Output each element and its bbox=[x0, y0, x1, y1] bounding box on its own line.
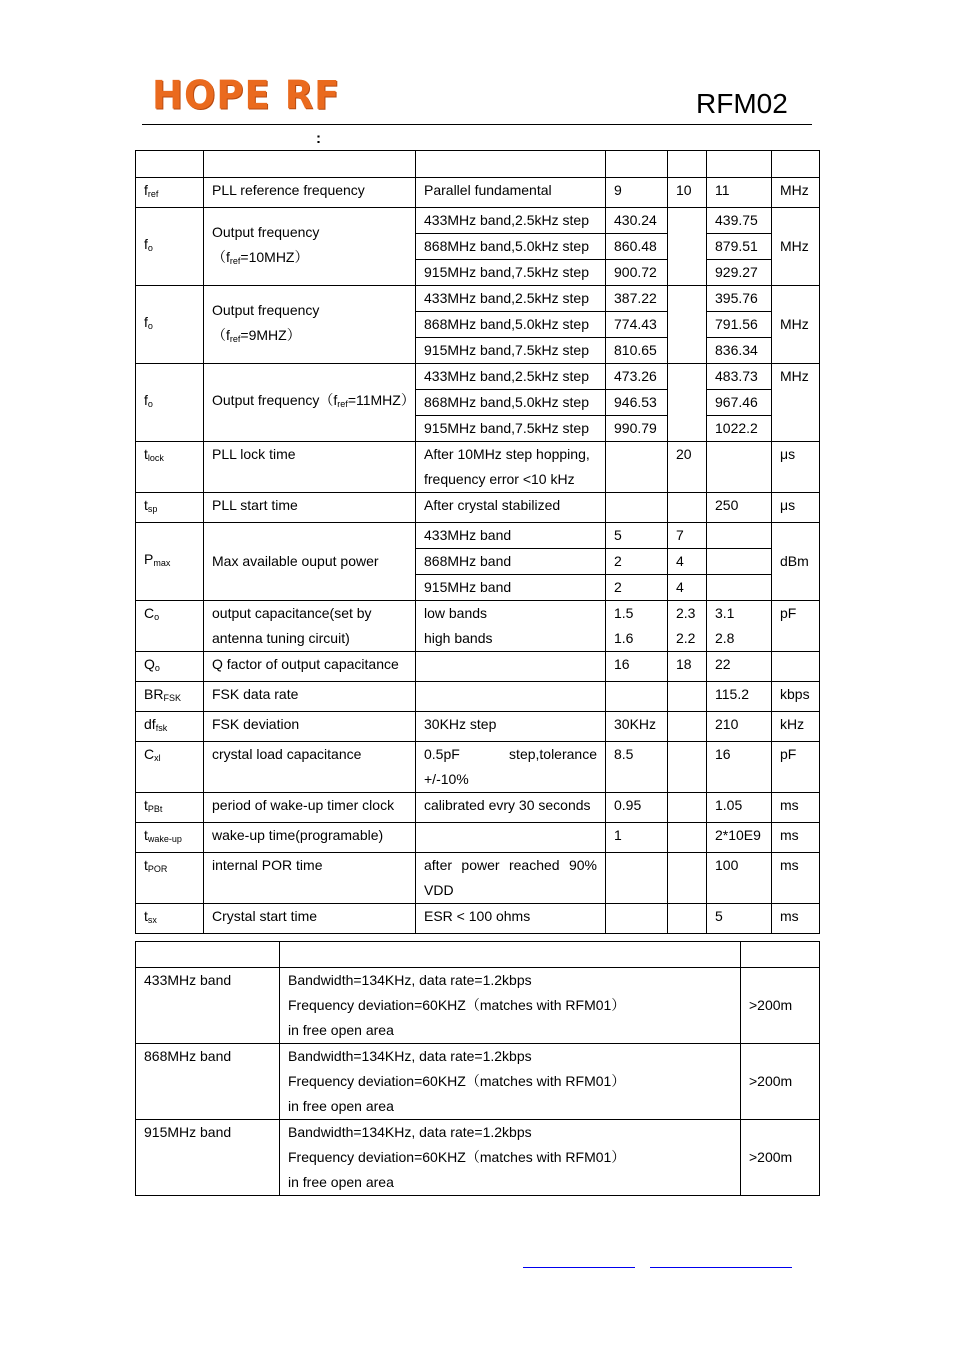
condition-line: Bandwidth=134KHz, data rate=1.2kbps bbox=[288, 1124, 532, 1140]
parameter-cell: Max available ouput power bbox=[204, 523, 416, 601]
table-row bbox=[136, 652, 820, 682]
unit-cell: MHz bbox=[772, 208, 820, 286]
header-cell bbox=[204, 151, 416, 178]
min-cell bbox=[606, 682, 668, 712]
transmission-range-table bbox=[135, 941, 820, 1196]
unit-cell: MHz bbox=[772, 286, 820, 364]
symbol: f bbox=[144, 314, 148, 330]
symbol-cell bbox=[136, 208, 204, 286]
min-cell bbox=[606, 601, 668, 652]
condition-cell bbox=[416, 601, 606, 652]
symbol-subscript: o bbox=[154, 663, 160, 673]
table-row bbox=[136, 968, 820, 1044]
condition-line: in free open area bbox=[288, 1174, 394, 1190]
condition-line: high bands bbox=[424, 630, 493, 646]
condition-cell: 433MHz band bbox=[416, 523, 606, 549]
param-subscript: ref bbox=[229, 255, 241, 266]
header-cell bbox=[741, 942, 820, 968]
table-row bbox=[136, 682, 820, 712]
symbol: P bbox=[144, 551, 154, 567]
condition-line: +/-10% bbox=[424, 771, 469, 787]
parameter-cell bbox=[204, 601, 416, 652]
max-cell: 483.73 bbox=[707, 364, 772, 390]
symbol-cell bbox=[136, 286, 204, 364]
param-text: （f bbox=[212, 248, 230, 265]
header-cell bbox=[136, 942, 280, 968]
max-cell: 2*10E9 bbox=[707, 823, 772, 853]
condition-line: Frequency deviation=60KHZ（matches with RFM01） bbox=[288, 1149, 626, 1165]
symbol-cell bbox=[136, 364, 204, 442]
condition-cell bbox=[416, 853, 606, 904]
table-row bbox=[136, 742, 820, 793]
typ-cell bbox=[668, 904, 707, 934]
max-cell: 836.34 bbox=[707, 338, 772, 364]
typ-cell bbox=[668, 601, 707, 652]
unit-cell: μs bbox=[772, 442, 820, 493]
section-heading-colon: : bbox=[316, 130, 321, 147]
typ-cell: 4 bbox=[668, 575, 707, 601]
unit-cell: MHz bbox=[772, 178, 820, 208]
typ-cell bbox=[668, 364, 707, 442]
header-cell bbox=[772, 151, 820, 178]
symbol-subscript: o bbox=[147, 243, 153, 253]
min-cell: 16 bbox=[606, 652, 668, 682]
max-cell: 11 bbox=[707, 178, 772, 208]
typ-cell bbox=[668, 208, 707, 286]
symbol: f bbox=[144, 392, 148, 408]
symbol-subscript: wake-up bbox=[147, 834, 182, 844]
condition-cell: 433MHz band,2.5kHz step bbox=[416, 208, 606, 234]
max-cell: 967.46 bbox=[707, 390, 772, 416]
min-cell bbox=[606, 853, 668, 904]
max-cell bbox=[707, 523, 772, 549]
conditions-cell bbox=[280, 968, 741, 1044]
condition-cell: 433MHz band,2.5kHz step bbox=[416, 364, 606, 390]
parameter-cell: wake-up time(programable) bbox=[204, 823, 416, 853]
hoperf-logo: HOPE RF bbox=[152, 72, 341, 118]
footer-link-underline[interactable] bbox=[650, 1267, 792, 1268]
min-cell: 5 bbox=[606, 523, 668, 549]
symbol-subscript: o bbox=[154, 612, 160, 622]
symbol-subscript: POR bbox=[147, 864, 168, 874]
max-cell: 100 bbox=[707, 853, 772, 904]
min-cell: 900.72 bbox=[606, 260, 668, 286]
max-cell: 115.2 bbox=[707, 682, 772, 712]
min-cell: 473.26 bbox=[606, 364, 668, 390]
condition-cell: 915MHz band,7.5kHz step bbox=[416, 260, 606, 286]
min-cell: 774.43 bbox=[606, 312, 668, 338]
min-value: 1.6 bbox=[614, 630, 634, 646]
table-row bbox=[136, 208, 820, 234]
typ-cell bbox=[668, 823, 707, 853]
table-row bbox=[136, 442, 820, 493]
unit-cell: ms bbox=[772, 793, 820, 823]
param-text: Output frequency（f bbox=[212, 301, 320, 343]
symbol-subscript: sp bbox=[147, 504, 158, 514]
symbol-cell bbox=[136, 523, 204, 601]
unit-cell: pF bbox=[772, 742, 820, 793]
condition-cell: 30KHz step bbox=[416, 712, 606, 742]
condition-cell bbox=[416, 442, 606, 493]
max-cell: 22 bbox=[707, 652, 772, 682]
header-rule bbox=[142, 124, 812, 125]
symbol-cell bbox=[136, 442, 204, 493]
symbol-subscript: FSK bbox=[163, 693, 181, 703]
condition-line: Bandwidth=134KHz, data rate=1.2kbps bbox=[288, 1048, 532, 1064]
condition-cell: Parallel fundamental bbox=[416, 178, 606, 208]
symbol: f bbox=[144, 236, 148, 252]
unit-cell: pF bbox=[772, 601, 820, 652]
band-cell: 915MHz band bbox=[136, 1120, 280, 1196]
condition-line: after power reached 90% bbox=[424, 857, 597, 873]
condition-line: in free open area bbox=[288, 1022, 394, 1038]
min-cell: 430.24 bbox=[606, 208, 668, 234]
typ-cell: 4 bbox=[668, 549, 707, 575]
unit-cell: μs bbox=[772, 493, 820, 523]
footer-link-underline[interactable] bbox=[523, 1267, 635, 1268]
condition-line: VDD bbox=[424, 882, 454, 898]
symbol-cell bbox=[136, 823, 204, 853]
param-subscript: ref bbox=[337, 399, 348, 409]
distance-cell: >200m bbox=[741, 1120, 820, 1196]
table-row bbox=[136, 601, 820, 652]
condition-cell: 868MHz band bbox=[416, 549, 606, 575]
rf-specification-table bbox=[135, 150, 820, 934]
unit-cell: dBm bbox=[772, 523, 820, 601]
unit-cell: kbps bbox=[772, 682, 820, 712]
symbol-subscript: o bbox=[147, 321, 153, 331]
max-cell: 791.56 bbox=[707, 312, 772, 338]
symbol: t bbox=[144, 908, 148, 924]
typ-cell: 18 bbox=[668, 652, 707, 682]
symbol: t bbox=[144, 797, 148, 813]
condition-line: Frequency deviation=60KHZ（matches with RFM01） bbox=[288, 997, 626, 1013]
condition-line: frequency error <10 kHz bbox=[424, 471, 575, 487]
max-value: 2.8 bbox=[715, 630, 735, 646]
max-cell: 879.51 bbox=[707, 234, 772, 260]
min-cell bbox=[606, 493, 668, 523]
max-cell bbox=[707, 575, 772, 601]
condition-cell bbox=[416, 682, 606, 712]
conditions-cell bbox=[280, 1044, 741, 1120]
min-cell: 1 bbox=[606, 823, 668, 853]
min-cell bbox=[606, 904, 668, 934]
table-row bbox=[136, 523, 820, 549]
parameter-cell: PLL lock time bbox=[204, 442, 416, 493]
symbol-cell bbox=[136, 682, 204, 712]
param-subscript: ref bbox=[229, 333, 241, 344]
max-cell bbox=[707, 601, 772, 652]
symbol-subscript: xl bbox=[154, 753, 161, 763]
min-cell bbox=[606, 442, 668, 493]
parameter-line: output capacitance(set by bbox=[212, 605, 372, 621]
typ-cell bbox=[668, 742, 707, 793]
typ-value: 2.3 bbox=[676, 605, 696, 621]
max-cell: 929.27 bbox=[707, 260, 772, 286]
unit-cell: MHz bbox=[772, 364, 820, 442]
unit-cell: ms bbox=[772, 904, 820, 934]
symbol-cell bbox=[136, 601, 204, 652]
table-row bbox=[136, 178, 820, 208]
symbol: C bbox=[144, 746, 155, 762]
condition-cell: 868MHz band,5.0kHz step bbox=[416, 390, 606, 416]
table-row bbox=[136, 904, 820, 934]
typ-cell bbox=[668, 286, 707, 364]
band-cell: 868MHz band bbox=[136, 1044, 280, 1120]
parameter-cell: Crystal start time bbox=[204, 904, 416, 934]
condition-cell: 868MHz band,5.0kHz step bbox=[416, 312, 606, 338]
header-cell bbox=[280, 942, 741, 968]
header-cell bbox=[136, 151, 204, 178]
unit-cell: ms bbox=[772, 853, 820, 904]
condition-cell: 915MHz band bbox=[416, 575, 606, 601]
typ-cell: 20 bbox=[668, 442, 707, 493]
typ-cell: 10 bbox=[668, 178, 707, 208]
parameter-cell: PLL reference frequency bbox=[204, 178, 416, 208]
condition-line: 0.5pF step,tolerance bbox=[424, 746, 597, 762]
symbol: C bbox=[144, 605, 155, 621]
table-row bbox=[136, 286, 820, 312]
min-cell: 946.53 bbox=[606, 390, 668, 416]
parameter-cell: FSK deviation bbox=[204, 712, 416, 742]
condition-cell: 915MHz band,7.5kHz step bbox=[416, 338, 606, 364]
symbol-cell bbox=[136, 742, 204, 793]
max-cell bbox=[707, 442, 772, 493]
symbol: t bbox=[144, 857, 148, 873]
typ-cell: 7 bbox=[668, 523, 707, 549]
distance-cell: >200m bbox=[741, 1044, 820, 1120]
symbol-cell bbox=[136, 793, 204, 823]
table-row bbox=[136, 853, 820, 904]
condition-cell: 868MHz band,5.0kHz step bbox=[416, 234, 606, 260]
table-header-row bbox=[136, 942, 820, 968]
condition-line: Bandwidth=134KHz, data rate=1.2kbps bbox=[288, 972, 532, 988]
max-cell: 395.76 bbox=[707, 286, 772, 312]
parameter-cell: PLL start time bbox=[204, 493, 416, 523]
max-cell: 250 bbox=[707, 493, 772, 523]
header-cell bbox=[606, 151, 668, 178]
max-cell: 210 bbox=[707, 712, 772, 742]
table-row bbox=[136, 1120, 820, 1196]
symbol-cell bbox=[136, 493, 204, 523]
symbol-cell bbox=[136, 178, 204, 208]
band-cell: 433MHz band bbox=[136, 968, 280, 1044]
max-value: 3.1 bbox=[715, 605, 735, 621]
min-cell: 2 bbox=[606, 575, 668, 601]
min-cell: 9 bbox=[606, 178, 668, 208]
max-cell: 5 bbox=[707, 904, 772, 934]
unit-cell: kHz bbox=[772, 712, 820, 742]
header-cell bbox=[416, 151, 606, 178]
table-header-row bbox=[136, 151, 820, 178]
typ-cell bbox=[668, 493, 707, 523]
typ-cell bbox=[668, 853, 707, 904]
condition-cell bbox=[416, 742, 606, 793]
model-number: RFM02 bbox=[696, 88, 788, 119]
symbol-cell bbox=[136, 712, 204, 742]
condition-line: low bands bbox=[424, 605, 488, 621]
min-cell: 30KHz bbox=[606, 712, 668, 742]
distance-cell: >200m bbox=[741, 968, 820, 1044]
table-row bbox=[136, 493, 820, 523]
param-text: =11MHZ） bbox=[347, 392, 415, 408]
table-row bbox=[136, 793, 820, 823]
max-cell: 439.75 bbox=[707, 208, 772, 234]
condition-line: After 10MHz step hopping, bbox=[424, 446, 590, 462]
condition-cell bbox=[416, 652, 606, 682]
condition-cell: ESR < 100 ohms bbox=[416, 904, 606, 934]
min-cell: 387.22 bbox=[606, 286, 668, 312]
symbol-subscript: o bbox=[147, 399, 153, 409]
unit-cell bbox=[772, 652, 820, 682]
condition-cell: After crystal stabilized bbox=[416, 493, 606, 523]
symbol: BR bbox=[144, 686, 164, 702]
symbol: t bbox=[144, 446, 148, 462]
parameter-cell: crystal load capacitance bbox=[204, 742, 416, 793]
min-cell: 0.95 bbox=[606, 793, 668, 823]
typ-cell bbox=[668, 793, 707, 823]
min-cell: 990.79 bbox=[606, 416, 668, 442]
symbol-subscript: fsk bbox=[155, 723, 168, 733]
min-cell: 2 bbox=[606, 549, 668, 575]
symbol: t bbox=[144, 827, 148, 843]
min-cell: 8.5 bbox=[606, 742, 668, 793]
param-text: Output frequency（f bbox=[212, 392, 338, 408]
conditions-cell bbox=[280, 1120, 741, 1196]
parameter-cell bbox=[204, 286, 416, 364]
parameter-cell: FSK data rate bbox=[204, 682, 416, 712]
condition-line: Frequency deviation=60KHZ（matches with RFM01） bbox=[288, 1073, 626, 1089]
table-row bbox=[136, 712, 820, 742]
symbol-subscript: PBt bbox=[147, 804, 163, 814]
max-cell: 16 bbox=[707, 742, 772, 793]
symbol-cell bbox=[136, 904, 204, 934]
typ-cell bbox=[668, 712, 707, 742]
symbol-subscript: sx bbox=[147, 915, 157, 925]
condition-cell: calibrated evry 30 seconds bbox=[416, 793, 606, 823]
max-cell: 1.05 bbox=[707, 793, 772, 823]
symbol-subscript: ref bbox=[147, 189, 159, 199]
parameter-cell: period of wake-up timer clock bbox=[204, 793, 416, 823]
symbol-subscript: lock bbox=[147, 453, 164, 463]
symbol: df bbox=[144, 716, 156, 732]
symbol-cell bbox=[136, 853, 204, 904]
header-cell bbox=[668, 151, 707, 178]
parameter-line: Output frequency bbox=[212, 223, 320, 240]
max-cell: 1022.2 bbox=[707, 416, 772, 442]
parameter-line bbox=[212, 245, 407, 274]
table-row bbox=[136, 1044, 820, 1120]
typ-cell bbox=[668, 682, 707, 712]
parameter-cell: Q factor of output capacitance bbox=[204, 652, 416, 682]
parameter-cell: internal POR time bbox=[204, 853, 416, 904]
symbol: f bbox=[144, 182, 148, 198]
parameter-cell bbox=[204, 208, 416, 286]
param-text: =9MHZ） bbox=[240, 326, 301, 343]
min-value: 1.5 bbox=[614, 605, 634, 621]
typ-value: 2.2 bbox=[676, 630, 696, 646]
symbol: t bbox=[144, 497, 148, 513]
parameter-cell bbox=[204, 364, 416, 442]
condition-cell bbox=[416, 823, 606, 853]
header-cell bbox=[707, 151, 772, 178]
condition-cell: 915MHz band,7.5kHz step bbox=[416, 416, 606, 442]
condition-cell: 433MHz band,2.5kHz step bbox=[416, 286, 606, 312]
condition-line: in free open area bbox=[288, 1098, 394, 1114]
table-row bbox=[136, 823, 820, 853]
symbol-subscript: max bbox=[153, 558, 171, 568]
min-cell: 810.65 bbox=[606, 338, 668, 364]
param-text: =10MHZ） bbox=[240, 248, 309, 265]
parameter-line: antenna tuning circuit) bbox=[212, 630, 350, 646]
max-cell bbox=[707, 549, 772, 575]
unit-cell: ms bbox=[772, 823, 820, 853]
symbol: Q bbox=[144, 656, 155, 672]
symbol-cell bbox=[136, 652, 204, 682]
table-row bbox=[136, 364, 820, 390]
min-cell: 860.48 bbox=[606, 234, 668, 260]
